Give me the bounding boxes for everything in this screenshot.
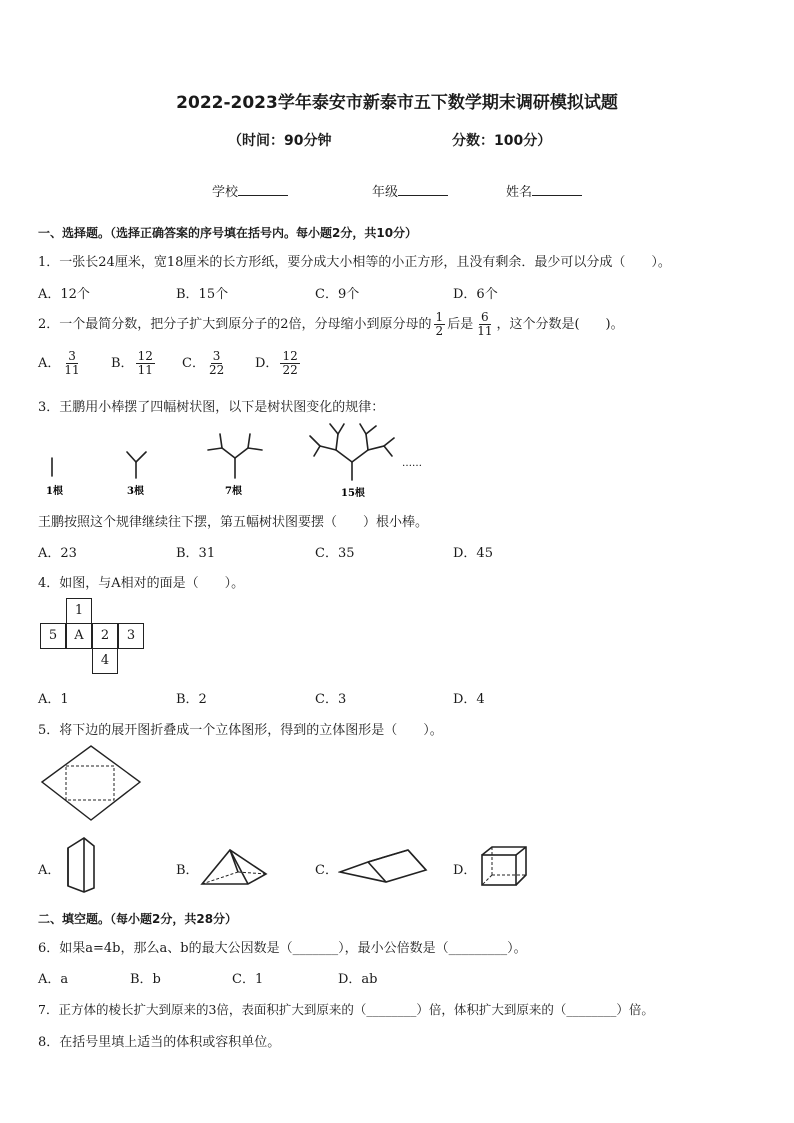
- section-1-heading: 一、选择题。（选择正确答案的序号填在括号内。每小题2分，共10分）: [38, 226, 418, 240]
- question-8: 8．在括号里填上适当的体积或容积单位。: [38, 1035, 281, 1050]
- grade-label: 年级: [372, 185, 399, 200]
- q6-option-c[interactable]: C．1: [232, 972, 264, 987]
- q5-option-a[interactable]: A．: [38, 863, 61, 878]
- net-cell: 3: [118, 623, 144, 649]
- question-7: 7．正方体的棱长扩大到原来的3倍，表面积扩大到原来的（________）倍，体积扩大到原来的（________）倍。: [38, 1002, 654, 1017]
- wedge-prism-icon: [338, 846, 430, 886]
- time-info: （时间：90分钟: [228, 133, 332, 149]
- question-3: 3．王鹏用小棒摆了四幅树状图，以下是树状图变化的规律：: [38, 400, 385, 415]
- school-blank[interactable]: [238, 183, 288, 196]
- name-label: 姓名: [506, 185, 533, 200]
- q4-option-b[interactable]: B．2: [176, 692, 207, 707]
- grade-field: [372, 181, 448, 200]
- q3-option-c[interactable]: C．35: [315, 546, 355, 561]
- q2-text-mid: 后是: [447, 317, 474, 332]
- q2-text-pre: 2．一个最简分数，把分子扩大到原分子的2倍，分母缩小到原分母的: [38, 317, 432, 332]
- question-1: 1．一张长24厘米，宽18厘米的长方形纸，要分成大小相等的小正方形，且没有剩余．最少可以分成（ ）。: [38, 255, 671, 270]
- net-cell: 2: [92, 623, 118, 649]
- q1-option-c[interactable]: C．9个: [315, 287, 360, 302]
- pyramid-icon: [198, 846, 268, 888]
- pyramid-net: [38, 744, 144, 824]
- net-cell: 4: [92, 648, 118, 674]
- q5-option-c[interactable]: C．: [315, 863, 338, 878]
- q6-option-d[interactable]: D．ab: [338, 972, 378, 987]
- grade-blank[interactable]: [398, 183, 448, 196]
- name-blank[interactable]: [532, 183, 582, 196]
- question-6: 6．如果a=4b，那么a、b的最大公因数是（_______），最小公倍数是（_________）。: [38, 941, 527, 956]
- q4-option-c[interactable]: C．3: [315, 692, 347, 707]
- tree-3-label: 7根: [225, 486, 242, 497]
- cube-net: [40, 598, 160, 678]
- page-title: 2022-2023学年泰安市新泰市五下数学期末调研模拟试题: [176, 93, 618, 113]
- question-2: [38, 311, 624, 338]
- q2-option-d[interactable]: D． $\frac{12}{22}$: [255, 349, 298, 377]
- net-cell: 1: [66, 598, 92, 624]
- net-cell: A: [66, 623, 92, 649]
- q5-option-d[interactable]: D．: [453, 863, 477, 878]
- section-2-heading: 二、填空题。（每小题2分，共28分）: [38, 912, 238, 926]
- tree-4-label: 15根: [341, 488, 365, 499]
- q2-option-b[interactable]: B． $\frac{12}{11}$: [111, 349, 153, 377]
- q6-option-a[interactable]: A．a: [38, 972, 69, 987]
- q2-text-post: ，这个分数是( )。: [496, 317, 624, 332]
- q5-option-b[interactable]: B．: [176, 863, 199, 878]
- tree-ellipsis: ……: [402, 458, 422, 469]
- school-field: [212, 181, 288, 200]
- q2-fraction-2: $\frac{6}{11}$: [477, 310, 493, 338]
- question-4: 4．如图，与A相对的面是（ ）。: [38, 576, 245, 591]
- q2-option-a[interactable]: A． $\frac{3}{11}$: [38, 349, 80, 377]
- q2-option-c[interactable]: C． $\frac{3}{22}$: [182, 349, 225, 377]
- question-3-prompt: 王鹏按照这个规律继续往下摆，第五幅树状图要摆（ ）根小棒。: [38, 515, 429, 530]
- q1-option-d[interactable]: D．6个: [453, 287, 498, 302]
- tree-2-label: 3根: [127, 486, 144, 497]
- q4-option-a[interactable]: A．1: [38, 692, 69, 707]
- q2-fraction-1: $\frac{1}{2}$: [435, 310, 444, 338]
- tree-1-label: 1根: [46, 486, 63, 497]
- question-5: 5．将下边的展开图折叠成一个立体图形，得到的立体图形是（ ）。: [38, 723, 443, 738]
- q4-option-d[interactable]: D．4: [453, 692, 485, 707]
- triangular-prism-icon: [64, 834, 100, 896]
- q3-option-b[interactable]: B．31: [176, 546, 216, 561]
- net-cell: 5: [40, 623, 66, 649]
- q6-option-b[interactable]: B．b: [130, 972, 161, 987]
- q3-option-a[interactable]: A．23: [38, 546, 77, 561]
- school-label: 学校: [212, 185, 239, 200]
- name-field: [506, 181, 582, 200]
- q1-option-a[interactable]: A．12个: [38, 287, 90, 302]
- tree-diagrams: [30, 418, 450, 502]
- cube-icon: [478, 843, 530, 889]
- q3-option-d[interactable]: D．45: [453, 546, 493, 561]
- q1-option-b[interactable]: B．15个: [176, 287, 229, 302]
- score-info: 分数：100分）: [452, 133, 552, 149]
